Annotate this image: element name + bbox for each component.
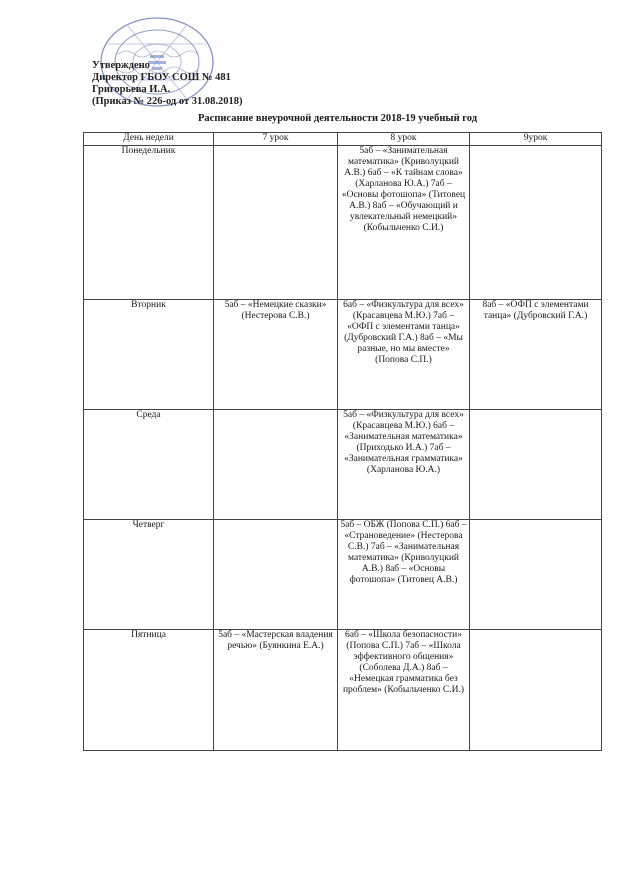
table-row — [84, 520, 602, 630]
header-lesson-8: 8 урок — [338, 133, 470, 146]
lesson-9-cell — [470, 146, 602, 300]
day-cell: Среда — [84, 410, 214, 520]
lesson-7-cell: 5аб – «Мастерская владения речью» (Буянкина Е.А.) — [214, 630, 338, 751]
header-lesson-9: 9урок — [470, 133, 602, 146]
lesson-7-cell: 5аб – «Немецкие сказки» (Нестерова С.В.) — [214, 300, 338, 410]
lesson-7-cell — [214, 146, 338, 300]
table-row — [84, 630, 602, 751]
document-title: Расписание внеурочной деятельности 2018-19 учебный год — [198, 113, 478, 124]
lesson-8-cell: 5аб – «Занимательная математика» (Криволуцкий А.В.) 6аб – «К тайнам слова» (Харланова Ю.А.) 7аб – «Основы фотошопа» (Титовец А.В.) 8аб – «Обучающий и увлекательный немецкий» (Кобыльченко С.И.) — [338, 146, 470, 300]
day-cell: Пятница — [84, 630, 214, 751]
approval-line: Утверждено — [92, 60, 150, 71]
approval-line: Григорьева И.А. — [92, 84, 171, 95]
lesson-8-cell: 5аб – «Физкультура для всех» (Красавцева М.Ю.) 6аб – «Занимательная математика» (Приходько И.А.) 7аб – «Занимательная грамматика» (Харланова Ю.А.) — [338, 410, 470, 520]
day-cell: Вторник — [84, 300, 214, 410]
table-row — [84, 300, 602, 410]
table-row — [84, 410, 602, 520]
lesson-8-cell: 6аб – «Физкультура для всех» (Красавцева М.Ю.) 7аб – «ОФП с элементами танца» (Дубровский Г.А.) 8аб – «Мы разные, но мы вместе» (Попова С.П.) — [338, 300, 470, 410]
lesson-7-cell — [214, 410, 338, 520]
lesson-8-cell: 5аб – ОБЖ (Попова С.П.) 6аб – «Страноведение» (Нестерова С.В.) 7аб – «Занимательная математика» (Криволуцкий А.В.) 8аб – «Основы фотошопа» (Титовец А.В.) — [338, 520, 470, 630]
lesson-8-cell: 6аб – «Школа безопасности» (Попова С.П.) 7аб – «Школа эффективного общения» (Соболева Д.А.) 8аб – «Немецкая грамматика без проблем» (Кобыльченко С.И.) — [338, 630, 470, 751]
schedule-table — [83, 132, 602, 751]
lesson-9-cell — [470, 630, 602, 751]
header-lesson-7: 7 урок — [214, 133, 338, 146]
table-row — [84, 146, 602, 300]
approval-block — [92, 60, 243, 108]
lesson-9-cell — [470, 520, 602, 630]
day-cell: Четверг — [84, 520, 214, 630]
approval-line: (Приказ № 226-од от 31.08.2018) — [92, 96, 243, 107]
day-cell: Понедельник — [84, 146, 214, 300]
table-header-row — [84, 133, 602, 146]
approval-line: Директор ГБОУ СОШ № 481 — [92, 72, 231, 83]
lesson-9-cell: 8аб – «ОФП с элементами танца» (Дубровский Г.А.) — [470, 300, 602, 410]
header-day: День недели — [84, 133, 214, 146]
lesson-7-cell — [214, 520, 338, 630]
lesson-9-cell — [470, 410, 602, 520]
